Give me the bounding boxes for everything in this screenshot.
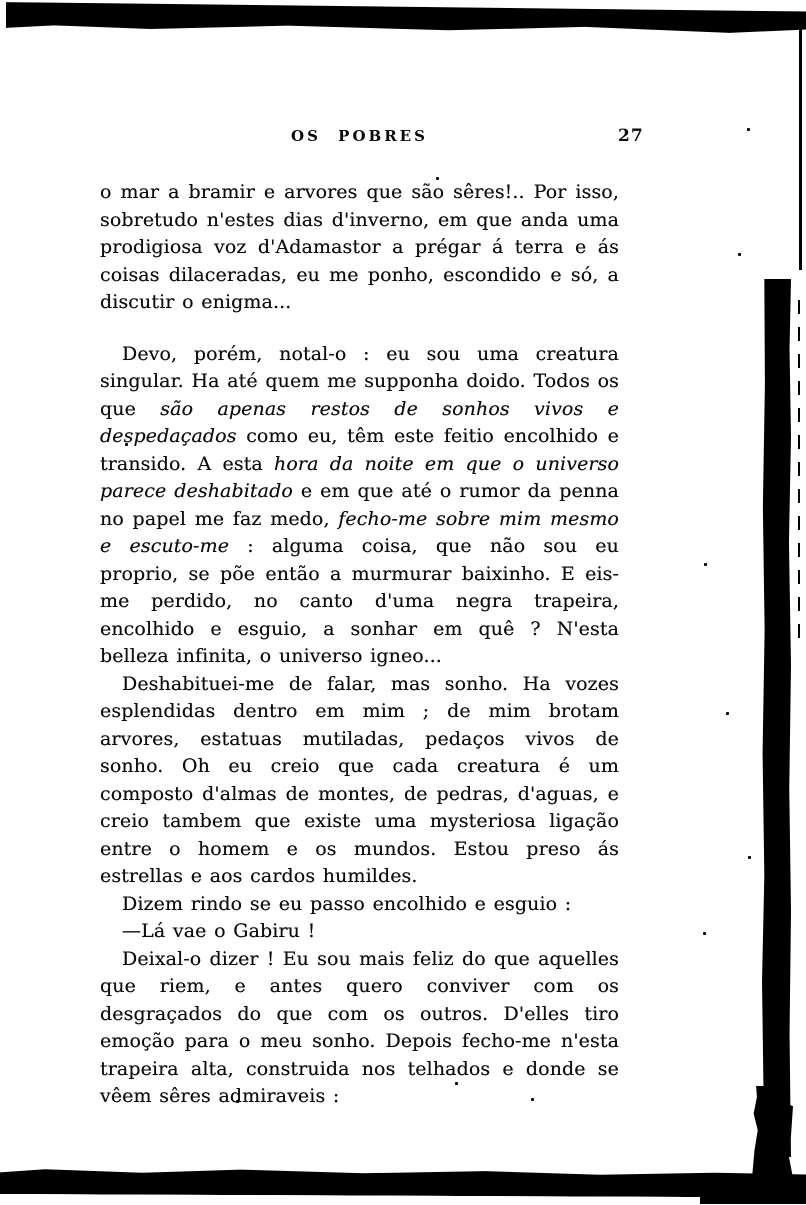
text-run: e em que até o rumor da penna no papel me faz medo, [100, 480, 619, 530]
scan-artifact-right-dashed-line [798, 300, 800, 640]
text-block [100, 179, 619, 1111]
text-run: Deshabituei-me de falar, mas sonho. Ha vozes esplendidas dentro em mim ; de mim brotam arvores, estatuas mutiladas, pedaços vivos de sonho. Oh eu creio que cada creatura é um composto d'almas de montes, de pedras, d'aguas, e creio tambem que existe uma mysteriosa ligação entre o homem e os mundos. Estou preso ás estrellas e aos cardos humildes. [100, 672, 619, 887]
scan-artifact-right-line [799, 28, 802, 270]
italic-text-run: hora da noite em que o universo parece deshabitado [100, 452, 619, 502]
running-title: OS POBRES [291, 127, 428, 145]
scan-artifact-right-bar [762, 279, 791, 1157]
text-run: —Lá vae o Gabiru ! [122, 920, 316, 942]
ink-speck [748, 856, 751, 859]
paragraph [100, 946, 619, 1111]
paragraph [100, 671, 619, 891]
text-run: : alguma coisa, que não sou eu proprio, se põe então a murmurar baixinho. E eis-me perdido, no canto d'uma negra trapeira, encolhido e esguio, a sonhar em quê ? N'esta belleza infinita, o universo igneo... [100, 535, 619, 667]
text-run: Deixal-o dizer ! Eu sou mais feliz do que aquelles que riem, e antes quero conviver com os desgraçados do que com os outros. D'elles tiro emoção para o meu sonho. Depois fecho-me n'esta trapeira alta, construida nos telhados e donde se vêem sêres admiraveis : [100, 947, 619, 1107]
ink-speck [726, 712, 729, 715]
italic-text-run: fecho-me sobre mim mesmo e escuto-me [100, 507, 619, 557]
paragraph [100, 918, 619, 946]
scan-artifact-bottom-step [700, 1186, 806, 1204]
page-number: 27 [618, 126, 644, 146]
italic-text-run: são apenas restos de sonhos vivos e despedaçados [100, 397, 619, 447]
ink-speck [703, 932, 706, 935]
ink-speck [747, 128, 750, 131]
paragraph [100, 891, 619, 919]
ink-speck [704, 563, 707, 566]
scan-artifact-top-bar [6, 1, 806, 34]
text-run: como eu, têm este feitio encolhido e transido. A esta [100, 425, 619, 475]
scan-artifact-bottom-bar [0, 1168, 806, 1198]
paragraph [100, 179, 619, 317]
text-run: Dizem rindo se eu passo encolhido e esguio : [122, 892, 572, 915]
text-run: Devo, porém, notal-o : eu sou uma creatura singular. Ha até quem me supponha doido. Todos os que [100, 342, 619, 420]
paragraph [100, 341, 619, 671]
ink-speck [738, 253, 741, 256]
text-run: o mar a bramir e arvores que são sêres!.. Por isso, sobretudo n'estes dias d'inverno, em que anda uma prodigiosa voz d'Adamastor a prégar á terra e ás coisas dilaceradas, eu me ponho, escondido e só, a discutir o enigma... [100, 181, 619, 313]
